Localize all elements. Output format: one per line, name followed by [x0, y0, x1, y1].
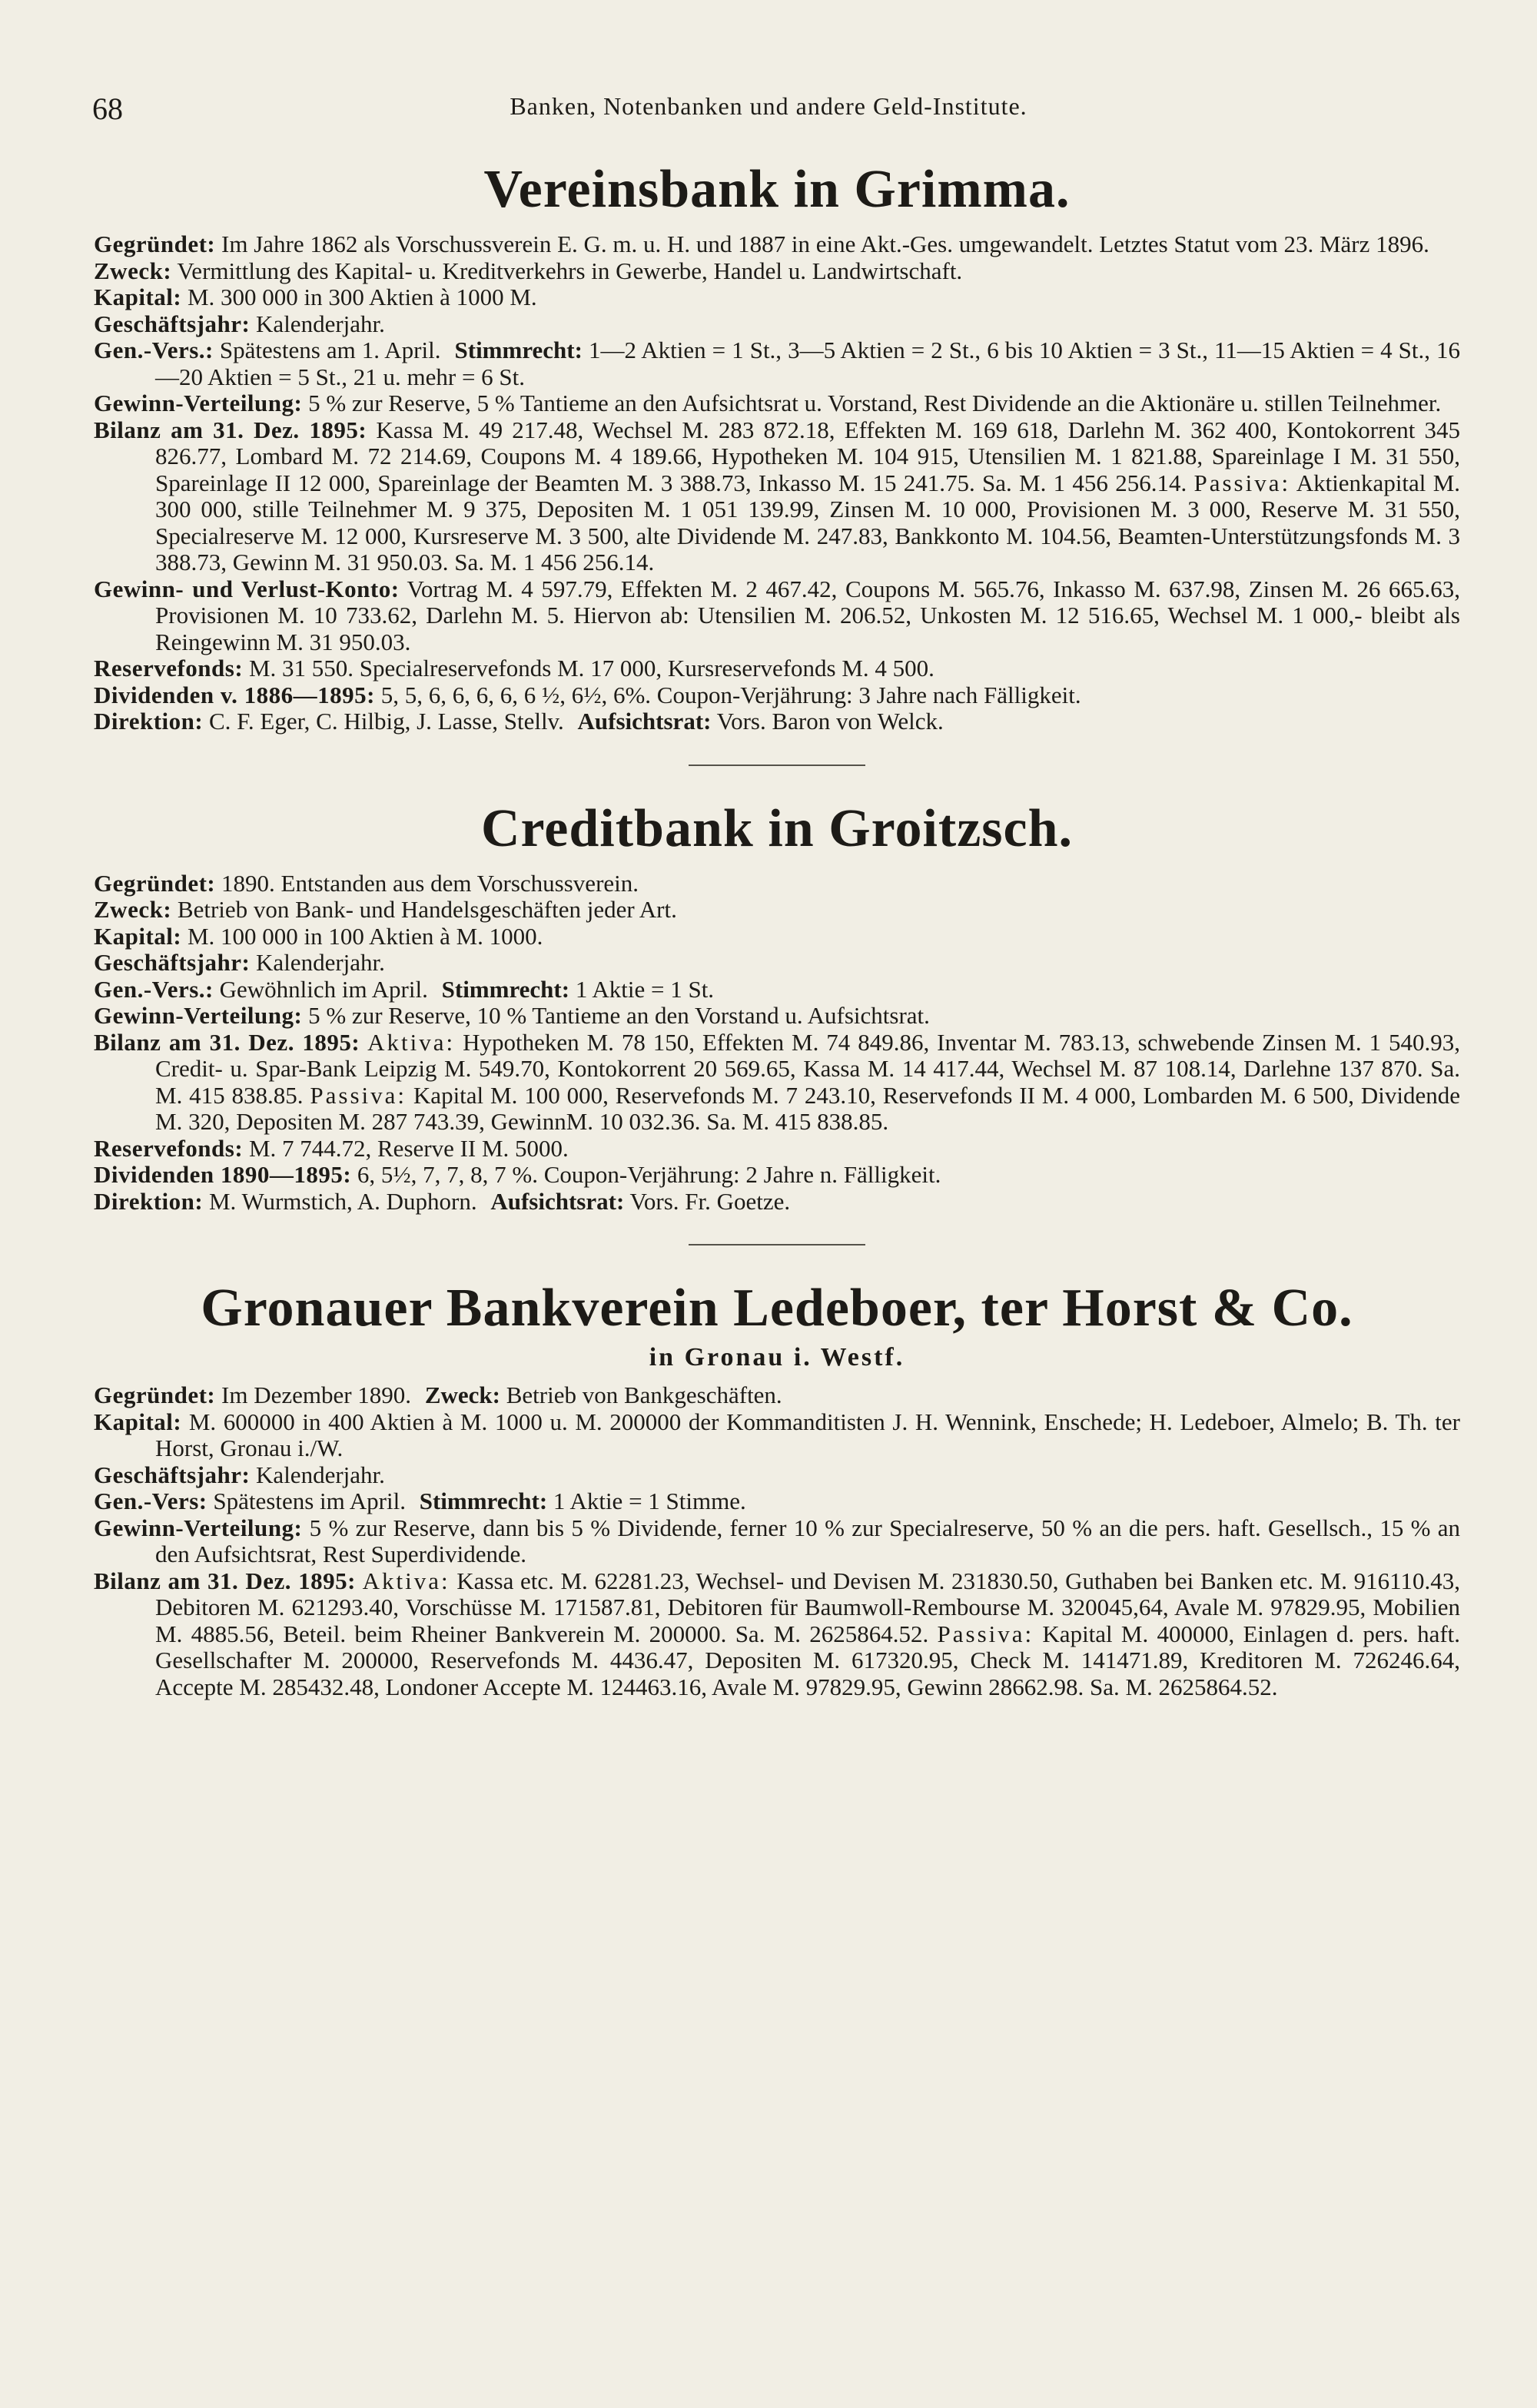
entry-gegruendet [94, 231, 1460, 258]
entry-label: Gen.-Vers: [94, 1488, 207, 1514]
entry-text: Betrieb von Bankgeschäften. [506, 1381, 782, 1408]
entry-text: Betrieb von Bank- und Handelsgeschäften jeder Art. [177, 896, 677, 923]
page-content [94, 158, 1460, 1700]
entry-text: 1 Aktie = 1 Stimme. [553, 1488, 746, 1514]
entry-text: Im Dezember 1890. [221, 1381, 412, 1408]
entry-label: Gewinn-Verteilung: [94, 1002, 303, 1029]
entry-dividenden [94, 682, 1460, 709]
entry-label: Kapital: [94, 284, 182, 310]
entry-zweck [94, 258, 1460, 285]
running-title: Banken, Notenbanken und andere Geld-Institute. [510, 92, 1027, 120]
entry-text: Hypotheken M. 78 150, Effekten M. 74 849.86, Inventar M. 783.13, schwebende Zinsen M. 1 540.93, Credit- u. Spar-Bank Leipzig M. 549.70, Kontokorrent 20 569.65, Kassa M. 14 417.44, Wechsel M. 87 108.14, Darlehne 137 870. Sa. M. 415 838.85. [155, 1028, 1461, 1109]
entry-text: Kassa etc. M. 62281.23, Wechsel- und Devisen M. 231830.50, Guthaben bei Banken etc. M. 916110.43, Debitoren M. 621293.40, Vorschüsse M. 171587.81, Debitoren für Baumwoll-Rembourse M. 320045,64, Avale M. 97829.95, Mobilien M. 4885.56, Beteil. beim Rheiner Bankverein M. 200000. Sa. M. 2625864.52. [155, 1567, 1460, 1647]
entry-label: Bilanz am 31. Dez. 1895: [94, 416, 367, 443]
entry-gen-vers [94, 977, 1460, 1003]
entry-label-stimmrecht: Stimmrecht: [454, 337, 583, 363]
entry-dividenden [94, 1162, 1460, 1189]
entry-text: Im Jahre 1862 als Vorschussverein E. G. m. u. H. und 1887 in eine Akt.-Ges. umgewandelt. Letztes Statut vom 23. März 1896. [221, 231, 1429, 257]
entry-gegruendet [94, 1382, 1460, 1409]
entry-text: Kassa M. 49 217.48, Wechsel M. 283 872.18, Effekten M. 169 618, Darlehn M. 362 400, Kontokorrent 345 826.77, Lombard M. 72 214.69, Coupons M. 4 189.66, Hypotheken M. 104 915, Utensilien M. 1 821.88, Spareinlage I M. 31 550, Spareinlage II 12 000, Spareinlage der Beamten M. 3 388.73, Inkasso M. 15 241.75. Sa. M. 1 456 256.14. [155, 416, 1460, 496]
entry-reservefonds [94, 1136, 1460, 1163]
entry-geschaeftsjahr [94, 1462, 1460, 1489]
entry-text: Vors. Baron von Welck. [716, 708, 944, 735]
section-body-vereinsbank [94, 231, 1460, 735]
entry-gewinn-verteilung [94, 1003, 1460, 1030]
section-divider [689, 1244, 865, 1245]
entry-label: Gegründet: [94, 869, 216, 897]
entry-text: 5, 5, 6, 6, 6, 6, 6 ½, 6½, 6%. Coupon-Verjährung: 3 Jahre nach Fälligkeit. [380, 681, 1081, 708]
entry-bilanz [94, 1568, 1460, 1701]
entry-label: Gewinn-Verteilung: [94, 390, 303, 416]
entry-label-stimmrecht: Stimmrecht: [419, 1488, 548, 1514]
section-subtitle-location: in Gronau i. Westf. [649, 1343, 905, 1371]
entry-text: 1 Aktie = 1 St. [575, 975, 715, 1003]
entry-passiva-label: Passiva: [310, 1081, 407, 1109]
entry-label: Direktion: [94, 1187, 204, 1215]
entry-text: 1—2 Aktien = 1 St., 3—5 Aktien = 2 St., 6 bis 10 Aktien = 3 St., 11—15 Aktien = 4 St., 16—20 Aktien = 5 St., 21 u. mehr = 6 St. [155, 337, 1461, 390]
entry-gen-vers [94, 1488, 1460, 1515]
entry-label: Reservefonds: [94, 1134, 244, 1162]
entry-text: 5 % zur Reserve, dann bis 5 % Dividende, ferner 10 % zur Specialreserve, 50 % an die pers. haft. Gesellsch., 15 % an den Aufsichtsrat, Rest Superdividende. [155, 1514, 1461, 1567]
entry-label: Bilanz am 31. Dez. 1895: [94, 1567, 357, 1594]
entry-label: Gewinn-Verteilung: [94, 1514, 303, 1541]
entry-text: M. 300 000 in 300 Aktien à 1000 M. [187, 284, 537, 310]
entry-passiva-label: Passiva: [1193, 469, 1291, 496]
entry-label: Gen.-Vers.: [94, 975, 214, 1003]
entry-text: M. 31 550. Specialreservefonds M. 17 000, Kursreservefonds M. 4 500. [248, 655, 934, 682]
entry-label: Zweck: [94, 257, 172, 284]
entry-label: Reservefonds: [94, 655, 244, 682]
entry-zweck [94, 897, 1460, 924]
entry-gewinn-verteilung [94, 390, 1460, 417]
entry-text: M. 600000 in 400 Aktien à M. 1000 u. M. 200000 der Kommanditisten J. H. Wennink, Enschede; H. Ledeboer, Almelo; B. Th. ter Horst, Gronau i./W. [155, 1408, 1460, 1461]
section-divider [689, 765, 865, 766]
entry-geschaeftsjahr [94, 950, 1460, 977]
entry-text: Kalenderjahr. [256, 949, 385, 976]
section-title-vereinsbank: Vereinsbank in Grimma. [483, 160, 1071, 219]
entry-label: Dividenden 1890—1895: [94, 1161, 352, 1188]
entry-label: Bilanz am 31. Dez. 1895: [94, 1028, 360, 1056]
entry-text: 5 % zur Reserve, 5 % Tantieme an den Aufsichtsrat u. Vorstand, Rest Dividende an die Aktionäre u. stillen Teilnehmer. [308, 390, 1442, 416]
entry-geschaeftsjahr [94, 311, 1460, 338]
entry-passiva-label: Passiva: [937, 1620, 1034, 1647]
entry-text: Gewöhnlich im April. [219, 975, 428, 1003]
entry-text: 1890. Entstanden aus dem Vorschussverein. [221, 869, 639, 897]
section-body-gronauer-bankverein [94, 1382, 1460, 1700]
entry-text: Kalenderjahr. [256, 310, 385, 337]
entry-bilanz [94, 1030, 1460, 1136]
entry-label: Gegründet: [94, 1381, 216, 1408]
section-title-creditbank: Creditbank in Groitzsch. [480, 798, 1074, 858]
entry-label: Gegründet: [94, 231, 216, 257]
entry-kapital [94, 924, 1460, 950]
entry-aktiva-label: Aktiva: [367, 1028, 456, 1056]
entry-label-stimmrecht: Stimmrecht: [441, 975, 570, 1003]
entry-gewinn-verlust [94, 576, 1460, 656]
entry-text: M. 100 000 in 100 Aktien à M. 1000. [187, 922, 543, 950]
entry-label: Geschäftsjahr: [94, 310, 251, 337]
entry-gewinn-verteilung [94, 1515, 1460, 1568]
entry-text: Vermittlung des Kapital- u. Kreditverkehrs in Gewerbe, Handel u. Landwirtschaft. [177, 257, 963, 284]
entry-text: Spätestens im April. [213, 1488, 406, 1514]
entry-label: Kapital: [94, 1408, 182, 1435]
entry-label-aufsichtsrat: Aufsichtsrat: [490, 1187, 625, 1215]
running-head [92, 91, 1445, 137]
entry-kapital [94, 284, 1460, 311]
entry-label: Zweck: [94, 896, 172, 923]
entry-kapital [94, 1409, 1460, 1462]
entry-text: Vortrag M. 4 597.79, Effekten M. 2 467.42, Coupons M. 565.76, Inkasso M. 637.98, Zinsen M. 26 665.63, Provisionen M. 10 733.62, Darlehn M. 5. Hiervon ab: Utensilien M. 206.52, Unkosten M. 12 516.65, Wechsel M. 1 000,- bleibt als Reingewinn M. 31 950.03. [155, 575, 1460, 655]
entry-text: Kapital M. 400000, Einlagen d. pers. haft. Gesellschafter M. 200000, Reservefonds M. 4436.47, Depositen M. 617320.95, Check M. 141471.89, Kreditoren M. 726246.64, Accepte M. 285432.48, Londoner Accepte M. 124463.16, Avale M. 97829.95, Gewinn 28662.98. Sa. M. 2625864.52. [155, 1620, 1461, 1700]
entry-text: Aktienkapital M. 300 000, stille Teilnehmer M. 9 375, Depositen M. 1 051 139.99, Zinsen M. 10 000, Provisionen M. 3 000, Reserve M. 31 550, Specialreserve M. 12 000, Kursreserve M. 3 500, alte Dividende M. 247.83, Bankkonto M. 104.56, Beamten-Unterstützungsfonds M. 3 388.73, Gewinn M. 31 950.03. Sa. M. 1 456 256.14. [155, 469, 1461, 575]
entry-label: Dividenden v. 1886—1895: [94, 681, 375, 708]
section-body-creditbank [94, 871, 1460, 1216]
entry-bilanz [94, 417, 1460, 576]
entry-gen-vers [94, 337, 1460, 390]
section-title-gronauer-bankverein: Gronauer Bankverein Ledeboer, ter Horst & Co. [201, 1279, 1353, 1338]
entry-text: M. 7 744.72, Reserve II M. 5000. [248, 1134, 569, 1162]
entry-label-zweck: Zweck: [424, 1381, 500, 1408]
entry-label-aufsichtsrat: Aufsichtsrat: [577, 708, 712, 735]
entry-text: C. F. Eger, C. Hilbig, J. Lasse, Stellv. [208, 708, 564, 735]
entry-label: Gen.-Vers.: [94, 337, 214, 363]
entry-direktion [94, 708, 1460, 735]
entry-label: Gewinn- und Verlust-Konto: [94, 575, 400, 602]
entry-label: Geschäftsjahr: [94, 949, 251, 976]
entry-label: Geschäftsjahr: [94, 1461, 251, 1488]
entry-text: 5 % zur Reserve, 10 % Tantieme an den Vorstand u. Aufsichtsrat. [308, 1002, 930, 1029]
entry-label: Kapital: [94, 922, 182, 950]
entry-text: Kalenderjahr. [256, 1461, 385, 1488]
page-number: 68 [92, 91, 123, 126]
entry-direktion [94, 1189, 1460, 1216]
entry-text: Spätestens am 1. April. [219, 337, 441, 363]
entry-text: Vors. Fr. Goetze. [629, 1187, 791, 1215]
entry-text: M. Wurmstich, A. Duphorn. [208, 1187, 477, 1215]
entry-label: Direktion: [94, 708, 204, 735]
entry-reservefonds [94, 655, 1460, 682]
entry-text: 6, 5½, 7, 7, 8, 7 %. Coupon-Verjährung: 2 Jahre n. Fälligkeit. [357, 1161, 941, 1188]
entry-aktiva-label: Aktiva: [362, 1567, 450, 1594]
entry-gegruendet [94, 871, 1460, 897]
entry-text: Kapital M. 100 000, Reservefonds M. 7 243.10, Reservefonds II M. 4 000, Lombarden M. 6 500, Dividende M. 320, Depositen M. 287 743.39, GewinnM. 10 032.36. Sa. M. 415 838.85. [155, 1081, 1460, 1135]
